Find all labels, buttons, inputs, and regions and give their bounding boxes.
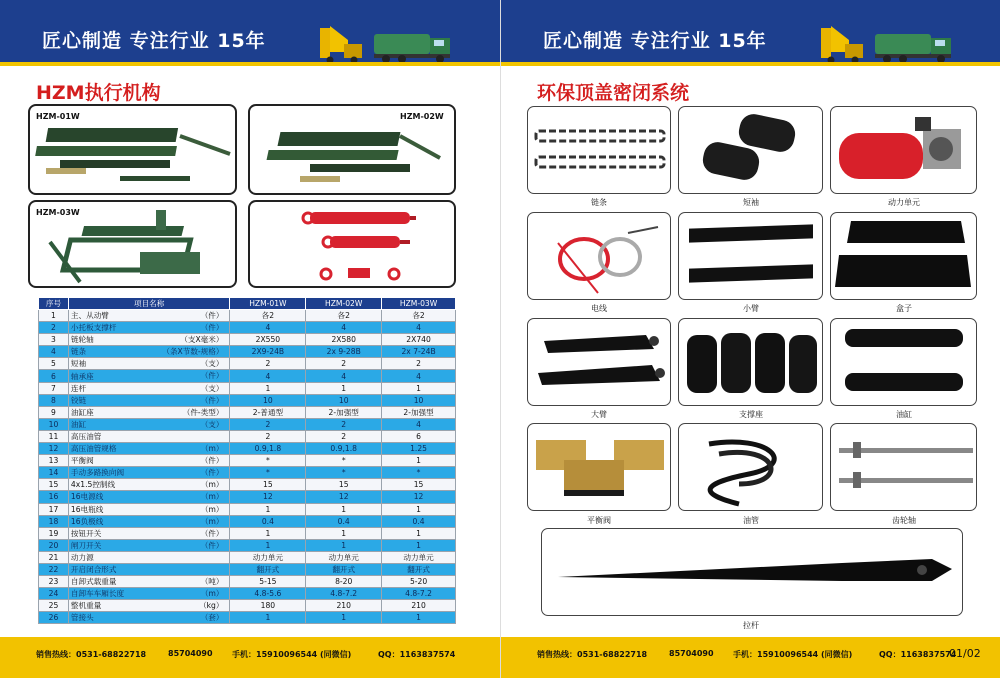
table-row bbox=[39, 443, 456, 455]
big-arm-image bbox=[528, 319, 671, 406]
header-slogan: 匠心制造 专注行业 15年 bbox=[543, 30, 767, 52]
cell-no: 18 bbox=[39, 515, 69, 527]
part-support-seat bbox=[678, 318, 823, 406]
cell-v2: 2 bbox=[306, 358, 382, 370]
cell-no: 24 bbox=[39, 588, 69, 600]
cell-name bbox=[68, 588, 230, 600]
cell-v1: 2 bbox=[230, 418, 306, 430]
part-caption: 电线 bbox=[591, 304, 607, 313]
cell-v3: 210 bbox=[382, 600, 456, 612]
cell-name bbox=[68, 406, 230, 418]
cell-no: 14 bbox=[39, 467, 69, 479]
table-row bbox=[39, 491, 456, 503]
cell-v3: 2 bbox=[382, 358, 456, 370]
cell-name bbox=[68, 600, 230, 612]
table-row bbox=[39, 600, 456, 612]
cell-name bbox=[68, 503, 230, 515]
cell-v1: 1 bbox=[230, 527, 306, 539]
part-caption: 链条 bbox=[591, 198, 607, 207]
support-seat-image bbox=[679, 319, 823, 406]
cell-v1: 2 bbox=[230, 430, 306, 442]
table-row bbox=[39, 479, 456, 491]
cell-v2: 1 bbox=[306, 539, 382, 551]
table-row bbox=[39, 382, 456, 394]
cell-v3: 1 bbox=[382, 539, 456, 551]
item-name: 油缸座 bbox=[70, 407, 94, 417]
footer-qq: QQ：1163837574 bbox=[879, 650, 957, 659]
cell-v2: * bbox=[306, 467, 382, 479]
item-unit: （m） bbox=[200, 589, 224, 599]
cell-v1: * bbox=[230, 455, 306, 467]
cell-name bbox=[68, 310, 230, 322]
cell-v2: 8-20 bbox=[306, 576, 382, 588]
chain-image bbox=[528, 107, 671, 194]
table-row bbox=[39, 467, 456, 479]
item-name: 16负极线 bbox=[70, 516, 104, 526]
item-unit: （kg） bbox=[199, 601, 224, 611]
table-row bbox=[39, 588, 456, 600]
table-row bbox=[39, 334, 456, 346]
item-unit: （m） bbox=[200, 480, 224, 490]
box-image bbox=[831, 213, 977, 300]
cell-v1: 4 bbox=[230, 322, 306, 334]
cell-v3: 1 bbox=[382, 382, 456, 394]
item-name: 轴承座 bbox=[70, 371, 94, 381]
item-name: 链轮轴 bbox=[70, 335, 94, 345]
item-unit: （m） bbox=[200, 492, 224, 502]
table-row bbox=[39, 322, 456, 334]
part-box bbox=[830, 212, 977, 300]
col-hzm01w: HZM-01W bbox=[230, 298, 306, 310]
part-oil-pipe bbox=[678, 423, 823, 511]
product-box-hzm01w bbox=[28, 104, 237, 195]
footer-mobile: 手机：15910096544 (同微信) bbox=[733, 650, 853, 659]
cell-v2: 2-加强型 bbox=[306, 406, 382, 418]
table-row bbox=[39, 394, 456, 406]
cell-v3: 4 bbox=[382, 370, 456, 382]
cell-name bbox=[68, 370, 230, 382]
cell-v2: 210 bbox=[306, 600, 382, 612]
item-unit: （件） bbox=[200, 456, 224, 466]
table-row bbox=[39, 503, 456, 515]
section-title-cover-system: 环保顶盖密闭系统 bbox=[537, 82, 690, 104]
cell-v1: 2X9-24B bbox=[230, 346, 306, 358]
table-row bbox=[39, 527, 456, 539]
cell-v1: 0.4 bbox=[230, 515, 306, 527]
cell-v3: 15 bbox=[382, 479, 456, 491]
cell-no: 15 bbox=[39, 479, 69, 491]
cell-no: 8 bbox=[39, 394, 69, 406]
cell-name bbox=[68, 394, 230, 406]
cell-v3: 1 bbox=[382, 612, 456, 624]
cell-v3: 翻开式 bbox=[382, 563, 456, 575]
item-name: 链条 bbox=[70, 347, 87, 357]
item-unit: （条X节数-规格） bbox=[162, 347, 224, 357]
cell-v2: 1 bbox=[306, 527, 382, 539]
part-pull-rod bbox=[541, 528, 963, 616]
cell-v2: 15 bbox=[306, 479, 382, 491]
item-unit: （套） bbox=[200, 613, 224, 623]
footer-bar bbox=[501, 637, 1000, 678]
part-caption: 支撑座 bbox=[739, 410, 763, 419]
cell-v1: 1 bbox=[230, 612, 306, 624]
cell-name bbox=[68, 334, 230, 346]
cell-v3: 12 bbox=[382, 491, 456, 503]
cell-no: 6 bbox=[39, 370, 69, 382]
tanker-truck-icon bbox=[372, 30, 454, 64]
table-row bbox=[39, 576, 456, 588]
cell-v2: 4.8-7.2 bbox=[306, 588, 382, 600]
cell-no: 11 bbox=[39, 430, 69, 442]
cell-no: 17 bbox=[39, 503, 69, 515]
cell-name bbox=[68, 430, 230, 442]
footer-hotline: 销售热线：0531-68822718 bbox=[36, 650, 147, 659]
spec-table-body bbox=[39, 310, 456, 624]
model-label: HZM-02W bbox=[400, 112, 444, 121]
cell-v2: 动力单元 bbox=[306, 551, 382, 563]
cell-no: 12 bbox=[39, 443, 69, 455]
cell-no: 4 bbox=[39, 346, 69, 358]
cell-v1: 4.8-5.6 bbox=[230, 588, 306, 600]
item-name: 连杆 bbox=[70, 383, 87, 393]
cell-no: 7 bbox=[39, 382, 69, 394]
item-unit: （件） bbox=[200, 395, 224, 405]
cell-name bbox=[68, 358, 230, 370]
cell-no: 21 bbox=[39, 551, 69, 563]
item-unit: （件-类型） bbox=[182, 407, 224, 417]
item-unit: （件） bbox=[200, 468, 224, 478]
product-box-hzm03w bbox=[28, 200, 237, 288]
cell-v1: 15 bbox=[230, 479, 306, 491]
part-balance-valve bbox=[527, 423, 671, 511]
cell-no: 19 bbox=[39, 527, 69, 539]
table-row bbox=[39, 612, 456, 624]
cell-no: 20 bbox=[39, 539, 69, 551]
item-name: 主、从动臂 bbox=[70, 311, 109, 321]
item-name: 按钮开关 bbox=[70, 528, 102, 538]
cell-v1: * bbox=[230, 467, 306, 479]
spec-table bbox=[38, 297, 456, 624]
cell-name bbox=[68, 539, 230, 551]
item-unit: （支） bbox=[200, 359, 224, 369]
item-unit: （m） bbox=[200, 444, 224, 454]
part-sleeve bbox=[678, 106, 823, 194]
item-unit: （件） bbox=[200, 528, 224, 538]
table-row bbox=[39, 515, 456, 527]
small-arm-image bbox=[679, 213, 823, 300]
table-row bbox=[39, 310, 456, 322]
footer-mobile: 手机：15910096544 (同微信) bbox=[232, 650, 352, 659]
cell-v2: 0.4 bbox=[306, 515, 382, 527]
cell-v1: 1 bbox=[230, 382, 306, 394]
item-name: 16电源线 bbox=[70, 492, 104, 502]
item-unit: （件） bbox=[200, 311, 224, 320]
cell-name bbox=[68, 563, 230, 575]
cell-v1: 5-15 bbox=[230, 576, 306, 588]
cell-v3: 10 bbox=[382, 394, 456, 406]
cell-v3: 1 bbox=[382, 527, 456, 539]
part-small-arm bbox=[678, 212, 823, 300]
item-name: 高压油管规格 bbox=[70, 444, 117, 454]
part-caption: 短袖 bbox=[743, 198, 759, 207]
cell-v3: 4.8-7.2 bbox=[382, 588, 456, 600]
cell-v3: * bbox=[382, 467, 456, 479]
cell-v3: 0.4 bbox=[382, 515, 456, 527]
item-name: 油缸 bbox=[70, 419, 87, 429]
part-power-unit bbox=[830, 106, 977, 194]
cell-v3: 5-20 bbox=[382, 576, 456, 588]
item-name: 自卸车车厢长度 bbox=[70, 589, 125, 599]
table-row bbox=[39, 563, 456, 575]
cell-name bbox=[68, 576, 230, 588]
balance-valve-image bbox=[528, 424, 671, 511]
header-stripe bbox=[501, 62, 1000, 66]
model-label: HZM-03W bbox=[36, 208, 80, 217]
cell-name bbox=[68, 467, 230, 479]
table-row bbox=[39, 430, 456, 442]
right-page bbox=[500, 0, 1000, 678]
item-unit: （支） bbox=[200, 419, 224, 429]
table-row bbox=[39, 406, 456, 418]
col-hzm03w: HZM-03W bbox=[382, 298, 456, 310]
model-label: HZM-01W bbox=[36, 112, 80, 121]
item-name: 开启闭合形式 bbox=[70, 565, 117, 575]
header-bar bbox=[0, 0, 500, 66]
cell-no: 10 bbox=[39, 418, 69, 430]
footer-hotline2: 85704090 bbox=[168, 649, 213, 658]
cell-v2: 2x 9-28B bbox=[306, 346, 382, 358]
product-box-cylinders bbox=[248, 200, 456, 288]
item-name: 4x1.5控制线 bbox=[70, 480, 116, 490]
item-name: 闸刀开关 bbox=[70, 540, 102, 550]
cell-v3: 1 bbox=[382, 455, 456, 467]
table-row bbox=[39, 370, 456, 382]
cell-name bbox=[68, 322, 230, 334]
part-caption: 拉杆 bbox=[743, 621, 759, 630]
cell-name bbox=[68, 418, 230, 430]
cell-no: 5 bbox=[39, 358, 69, 370]
cell-no: 23 bbox=[39, 576, 69, 588]
table-row bbox=[39, 455, 456, 467]
part-caption: 小臂 bbox=[743, 304, 759, 313]
cell-v2: * bbox=[306, 455, 382, 467]
cell-no: 2 bbox=[39, 322, 69, 334]
cell-v1: 2 bbox=[230, 358, 306, 370]
cell-v3: 6 bbox=[382, 430, 456, 442]
header-bar bbox=[501, 0, 1000, 66]
item-name: 整机重量 bbox=[70, 601, 102, 611]
cell-v2: 2 bbox=[306, 430, 382, 442]
cell-v3: 1.25 bbox=[382, 443, 456, 455]
cell-v2: 翻开式 bbox=[306, 563, 382, 575]
cell-v3: 各2 bbox=[382, 310, 456, 322]
table-row bbox=[39, 358, 456, 370]
cell-v1: 12 bbox=[230, 491, 306, 503]
cell-v2: 1 bbox=[306, 503, 382, 515]
cell-v1: 10 bbox=[230, 394, 306, 406]
part-caption: 平衡阀 bbox=[587, 516, 611, 525]
cell-v2: 12 bbox=[306, 491, 382, 503]
cell-v2: 各2 bbox=[306, 310, 382, 322]
cell-v3: 4 bbox=[382, 322, 456, 334]
power-unit-image bbox=[831, 107, 977, 194]
cell-no: 22 bbox=[39, 563, 69, 575]
part-wire bbox=[527, 212, 671, 300]
item-unit: （支） bbox=[200, 383, 224, 393]
item-name: 自卸式载重量 bbox=[70, 577, 117, 587]
item-unit: （件） bbox=[200, 323, 224, 333]
item-name: 管接头 bbox=[70, 613, 94, 623]
footer-hotline: 销售热线：0531-68822718 bbox=[537, 650, 648, 659]
cell-v1: 翻开式 bbox=[230, 563, 306, 575]
part-caption: 盒子 bbox=[896, 304, 912, 313]
cell-name bbox=[68, 527, 230, 539]
item-name: 手动多路换向阀 bbox=[70, 468, 125, 478]
page-number: 01/02 bbox=[949, 647, 981, 660]
part-chain bbox=[527, 106, 671, 194]
spec-table-header bbox=[39, 298, 456, 310]
header-slogan: 匠心制造 专注行业 15年 bbox=[42, 30, 266, 52]
cell-name bbox=[68, 443, 230, 455]
cell-name bbox=[68, 479, 230, 491]
cell-name bbox=[68, 455, 230, 467]
item-unit: （m） bbox=[200, 504, 224, 514]
dump-truck-icon bbox=[318, 22, 364, 64]
item-name: 动力源 bbox=[70, 552, 94, 562]
part-caption: 大臂 bbox=[591, 410, 607, 419]
item-unit: （件） bbox=[200, 540, 224, 550]
table-row bbox=[39, 551, 456, 563]
cell-name bbox=[68, 346, 230, 358]
cell-no: 9 bbox=[39, 406, 69, 418]
part-caption: 齿轮轴 bbox=[892, 516, 916, 525]
footer-hotline2: 85704090 bbox=[669, 649, 714, 658]
table-row bbox=[39, 346, 456, 358]
table-row bbox=[39, 418, 456, 430]
cell-v1: 1 bbox=[230, 539, 306, 551]
part-caption: 油缸 bbox=[896, 410, 912, 419]
cell-v2: 4 bbox=[306, 322, 382, 334]
cell-v3: 2-加强型 bbox=[382, 406, 456, 418]
cell-name bbox=[68, 612, 230, 624]
item-name: 高压油管 bbox=[70, 431, 102, 441]
cell-v1: 动力单元 bbox=[230, 551, 306, 563]
table-row bbox=[39, 539, 456, 551]
cell-name bbox=[68, 551, 230, 563]
cell-v3: 2x 7-24B bbox=[382, 346, 456, 358]
cell-name bbox=[68, 382, 230, 394]
hydraulic-cylinders-image bbox=[250, 202, 456, 288]
cell-v3: 4 bbox=[382, 418, 456, 430]
tanker-truck-icon bbox=[873, 30, 955, 64]
wire-image bbox=[528, 213, 671, 300]
section-title-hzm: HZM执行机构 bbox=[36, 82, 161, 104]
cell-v1: 180 bbox=[230, 600, 306, 612]
cell-no: 13 bbox=[39, 455, 69, 467]
cell-v3: 1 bbox=[382, 503, 456, 515]
cell-v2: 0.9,1.8 bbox=[306, 443, 382, 455]
cell-name bbox=[68, 491, 230, 503]
item-name: 平衡阀 bbox=[70, 456, 94, 466]
item-unit: （支X毫米） bbox=[180, 335, 224, 345]
cell-no: 3 bbox=[39, 334, 69, 346]
cell-v2: 1 bbox=[306, 382, 382, 394]
item-name: 小托板支撑杆 bbox=[70, 323, 117, 333]
part-caption: 油管 bbox=[743, 516, 759, 525]
cell-v1: 2-普通型 bbox=[230, 406, 306, 418]
footer-qq: QQ：1163837574 bbox=[378, 650, 456, 659]
gear-shaft-image bbox=[831, 424, 977, 511]
cell-v2: 2 bbox=[306, 418, 382, 430]
cell-no: 26 bbox=[39, 612, 69, 624]
item-unit: （件） bbox=[200, 371, 224, 381]
part-big-arm bbox=[527, 318, 671, 406]
part-gear-shaft bbox=[830, 423, 977, 511]
cell-v2: 10 bbox=[306, 394, 382, 406]
cell-v1: 4 bbox=[230, 370, 306, 382]
cell-no: 16 bbox=[39, 491, 69, 503]
cell-v2: 4 bbox=[306, 370, 382, 382]
oil-pipe-image bbox=[679, 424, 823, 511]
sleeve-image bbox=[679, 107, 823, 194]
item-unit: （m） bbox=[200, 516, 224, 526]
col-name: 项目名称 bbox=[68, 298, 230, 310]
part-caption: 动力单元 bbox=[888, 198, 920, 207]
item-name: 铰链 bbox=[70, 395, 87, 405]
dump-truck-icon bbox=[819, 22, 865, 64]
part-cylinder bbox=[830, 318, 977, 406]
cell-v3: 动力单元 bbox=[382, 551, 456, 563]
cell-v2: 1 bbox=[306, 612, 382, 624]
item-name: 16电瓶线 bbox=[70, 504, 104, 514]
product-box-hzm02w bbox=[248, 104, 456, 195]
cell-no: 1 bbox=[39, 310, 69, 322]
cell-v1: 各2 bbox=[230, 310, 306, 322]
col-hzm02w: HZM-02W bbox=[306, 298, 382, 310]
header-stripe bbox=[0, 62, 500, 66]
cell-name bbox=[68, 515, 230, 527]
col-no: 序号 bbox=[39, 298, 69, 310]
cell-v2: 2X580 bbox=[306, 334, 382, 346]
item-name: 短袖 bbox=[70, 359, 87, 369]
cell-v1: 2X550 bbox=[230, 334, 306, 346]
cylinder-image bbox=[831, 319, 977, 406]
cell-no: 25 bbox=[39, 600, 69, 612]
cell-v3: 2X740 bbox=[382, 334, 456, 346]
cell-v1: 0.9,1.8 bbox=[230, 443, 306, 455]
pull-rod-image bbox=[542, 529, 963, 616]
item-unit: （吨） bbox=[200, 577, 224, 587]
footer-bar bbox=[0, 637, 500, 678]
cell-v1: 1 bbox=[230, 503, 306, 515]
